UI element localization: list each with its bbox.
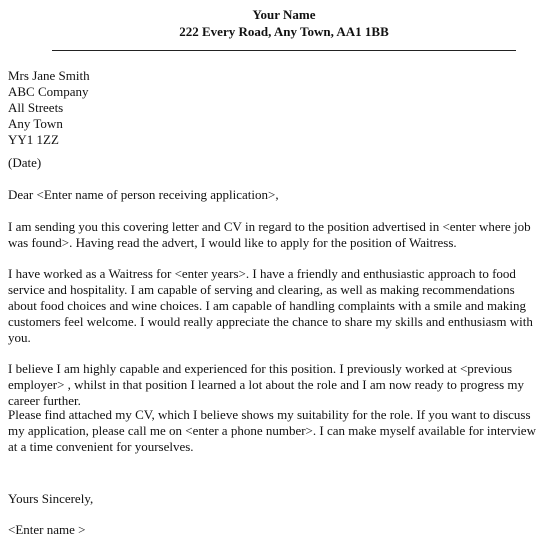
paragraph-line: career further. xyxy=(8,393,81,408)
paragraph-contact xyxy=(8,407,536,455)
paragraph-line: you. xyxy=(8,330,31,345)
paragraph-line: I have worked as a Waitress for <enter years>. I have a friendly and enthusiastic approach to food xyxy=(8,266,516,281)
letter-date: (Date) xyxy=(8,155,42,170)
recipient-street: All Streets xyxy=(8,100,64,115)
sender-address: 222 Every Road, Any Town, AA1 1BB xyxy=(179,24,389,39)
paragraph-line: employer> , whilst in that position I learned a lot about the role and I am now ready to progress my xyxy=(8,377,525,392)
paragraph-experience xyxy=(8,266,533,346)
sender-name: Your Name xyxy=(252,7,316,22)
paragraph-line: my application, please call me on <enter a phone number>. I can make myself available for interview xyxy=(8,423,536,438)
closing: Yours Sincerely, xyxy=(8,491,94,506)
recipient-company: ABC Company xyxy=(8,84,89,99)
paragraph-line: at a time convenient for yourselves. xyxy=(8,439,194,454)
header-divider xyxy=(52,50,516,51)
recipient-postcode: YY1 1ZZ xyxy=(8,132,59,147)
recipient-address-block xyxy=(8,68,90,148)
paragraph-intro xyxy=(8,219,531,251)
paragraph-line: customers feel welcome. I would really appreciate the chance to share my skills and enthusiasm with xyxy=(8,314,533,329)
paragraph-line: was found>. Having read the advert, I would like to apply for the position of Waitress. xyxy=(8,235,457,250)
signature: <Enter name > xyxy=(8,522,86,537)
paragraph-line: I believe I am highly capable and experienced for this position. I previously worked at <previous xyxy=(8,361,513,376)
recipient-town: Any Town xyxy=(8,116,63,131)
recipient-name: Mrs Jane Smith xyxy=(8,68,90,83)
paragraph-line: Please find attached my CV, which I believe shows my suitability for the role. If you want to discuss xyxy=(8,407,531,422)
paragraph-line: service and hospitality. I am capable of serving and clearing, as well as making recommendations xyxy=(8,282,515,297)
paragraph-line: about food choices and wine choices. I am capable of handling complaints with a smile and making xyxy=(8,298,527,313)
paragraph-capability xyxy=(8,361,524,409)
salutation: Dear <Enter name of person receiving application>, xyxy=(8,187,279,202)
paragraph-line: I am sending you this covering letter and CV in regard to the position advertised in <enter where job xyxy=(8,219,531,234)
